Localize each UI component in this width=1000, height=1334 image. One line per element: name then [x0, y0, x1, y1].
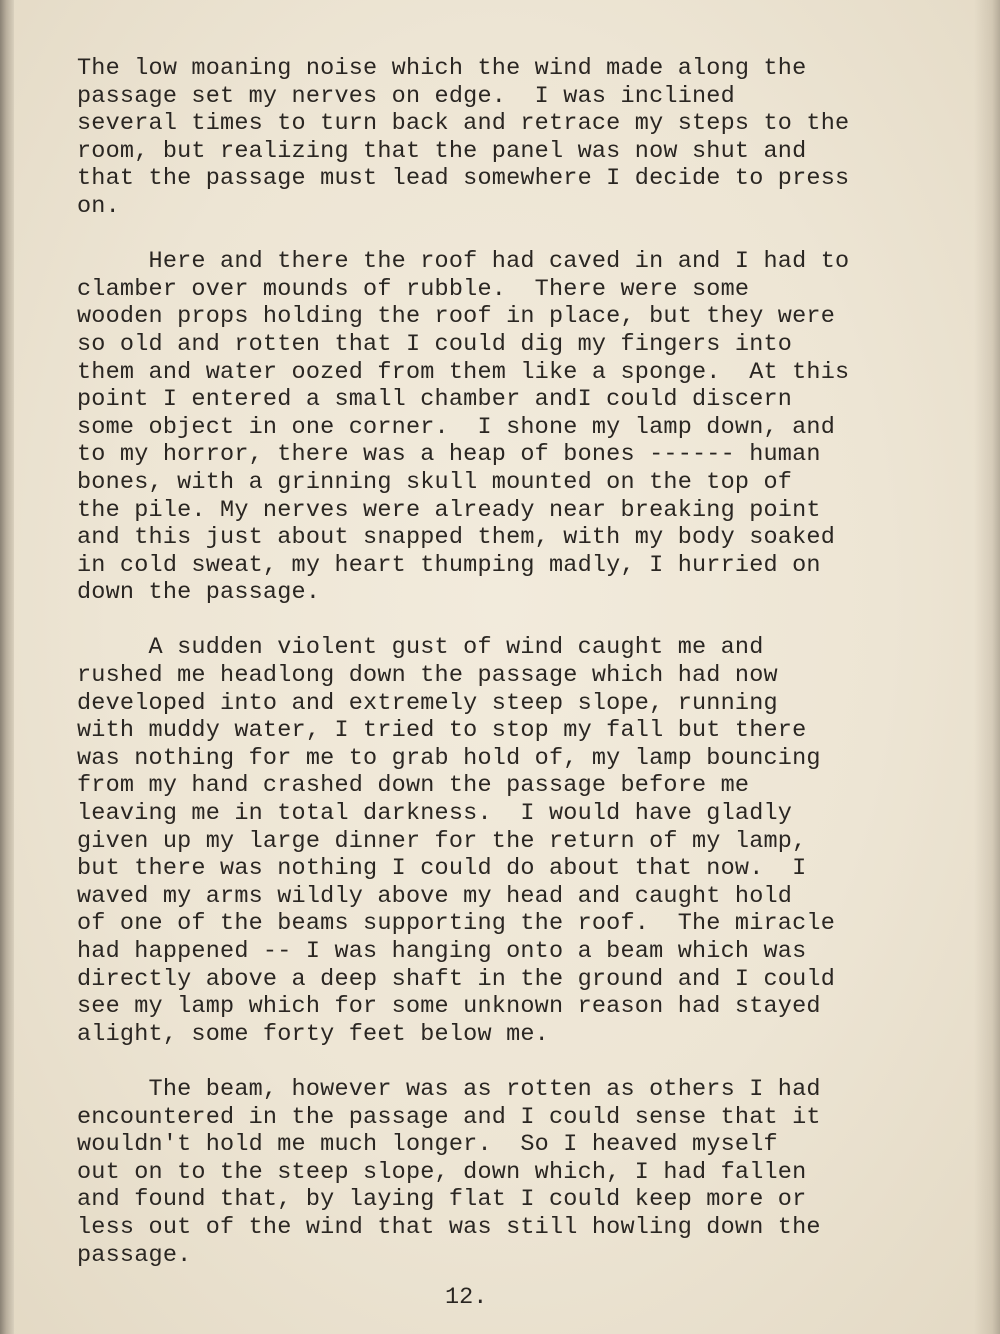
text-line: out on to the steep slope, down which, I had fallen	[77, 1158, 807, 1186]
text-line: several times to turn back and retrace my steps to the	[77, 110, 850, 138]
text-line: see my lamp which for some unknown reason had stayed	[77, 993, 821, 1021]
text-line: alight, some forty feet below me.	[77, 1020, 549, 1048]
text-line: less out of the wind that was still howling down the	[77, 1213, 821, 1241]
text-line: wouldn't hold me much longer. So I heaved myself	[77, 1131, 778, 1159]
text-line: of one of the beams supporting the roof. The miracle	[77, 910, 836, 938]
text-line: them and water oozed from them like a sponge. At this	[77, 358, 850, 386]
paragraph-2	[77, 248, 977, 607]
page-binding-edge	[0, 0, 14, 1334]
text-line: passage set my nerves on edge. I was inclined	[77, 82, 735, 110]
text-line: so old and rotten that I could dig my fingers into	[77, 330, 793, 358]
text-line: room, but realizing that the panel was now shut and	[77, 137, 807, 165]
text-line: the pile. My nerves were already near breaking point	[77, 496, 821, 524]
text-line: on.	[77, 192, 120, 220]
text-line: The low moaning noise which the wind made along the	[77, 55, 807, 82]
text-line: clamber over mounds of rubble. There were some	[77, 275, 750, 303]
text-line: given up my large dinner for the return of my lamp,	[77, 827, 807, 855]
text-line: directly above a deep shaft in the ground and I could	[77, 965, 836, 993]
text-line: in cold sweat, my heart thumping madly, I hurried on	[77, 551, 821, 579]
text-line: from my hand crashed down the passage before me	[77, 772, 750, 800]
text-line: rushed me headlong down the passage which had now	[77, 662, 778, 690]
text-line: developed into and extremely steep slope, running	[77, 689, 778, 717]
text-line: waved my arms wildly above my head and caught hold	[77, 882, 793, 910]
text-line: A sudden violent gust of wind caught me and	[77, 634, 764, 662]
text-line: leaving me in total darkness. I would have gladly	[77, 800, 793, 828]
text-line: Here and there the roof had caved in and I had to	[77, 248, 850, 276]
text-line: point I entered a small chamber andI could discern	[77, 386, 793, 414]
text-line: that the passage must lead somewhere I decide to press	[77, 165, 850, 193]
paragraph-3	[77, 634, 977, 1048]
text-line: passage.	[77, 1241, 192, 1269]
body-text	[77, 55, 977, 1297]
text-line: and this just about snapped them, with my body soaked	[77, 524, 836, 552]
text-line: to my horror, there was a heap of bones ------ human	[77, 441, 821, 469]
text-line: encountered in the passage and I could sense that it	[77, 1103, 821, 1131]
text-line: down the passage.	[77, 579, 321, 607]
page-right-shadow	[974, 0, 1000, 1334]
text-line: some object in one corner. I shone my lamp down, and	[77, 413, 836, 441]
text-line: with muddy water, I tried to stop my fall but there	[77, 717, 807, 745]
text-line: and found that, by laying flat I could keep more or	[77, 1186, 807, 1214]
text-line: had happened -- I was hanging onto a beam which was	[77, 938, 807, 965]
text-line: bones, with a grinning skull mounted on the top of	[77, 468, 793, 496]
text-line: but there was nothing I could do about that now. I	[77, 855, 807, 883]
text-line: The beam, however was as rotten as others I had	[77, 1075, 821, 1103]
paragraph-4	[77, 1076, 977, 1269]
text-line: was nothing for me to grab hold of, my lamp bouncing	[77, 744, 821, 772]
text-line: wooden props holding the roof in place, but they were	[77, 303, 836, 331]
paragraph-1	[77, 55, 977, 221]
page-number: 12.	[445, 1284, 488, 1311]
